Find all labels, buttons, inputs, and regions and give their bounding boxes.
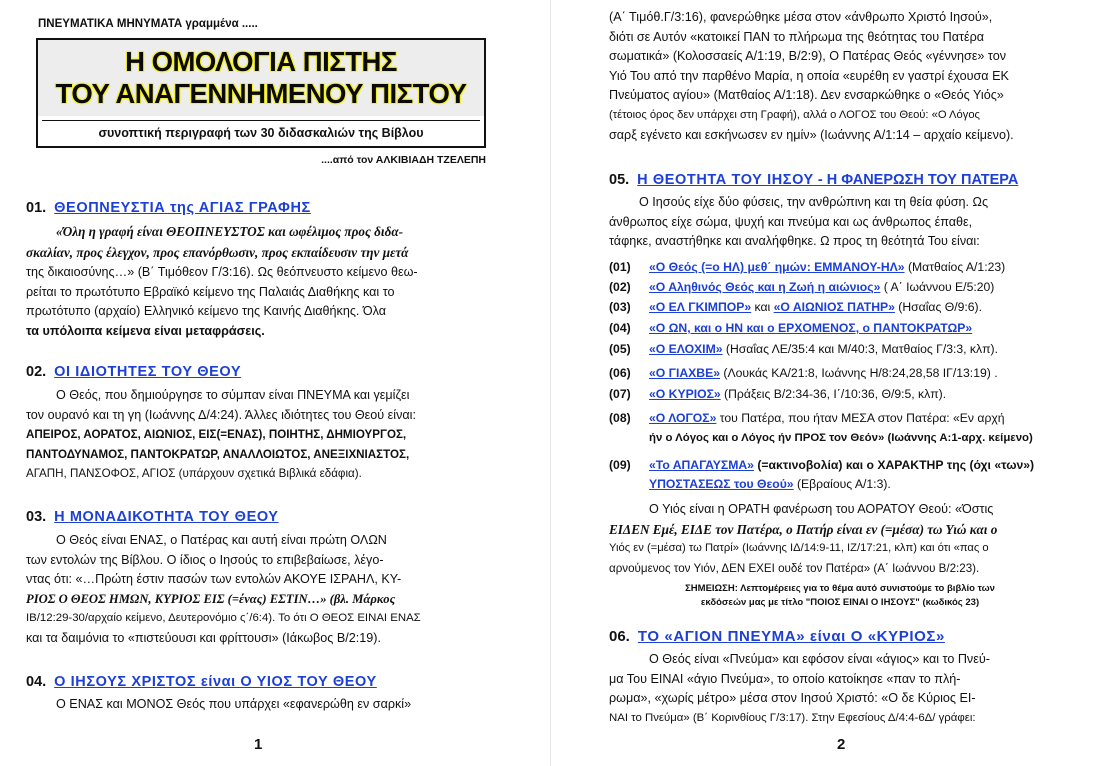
section-03-body [26,531,492,649]
text-line: πρωτότυπο (αρχαίο) Ελληνικό κείμενο της Καινής Διαθήκης. Όλα [26,304,387,319]
list-item-text: «Ο ΛΟΓΟΣ» του Πατέρα, που ήταν ΜΕΣΑ στον Πατέρα: «Εν αρχή ήν ο Λόγος και ο Λόγος ήν ΠΡΟΣ τον Θεόν» (Ιωάννης Α:1-αρχ. κείμενο) [649,411,1033,444]
section-06-heading [609,628,945,645]
text-line: Ο Υιός είναι η ΟΡΑΤΗ φανέρωση του ΑΟΡΑΤΟΥ Θεού: «Όστις [649,502,994,516]
text-line: ΕΙΔΕΝ Εμέ, ΕΙΔΕ τον Πατέρα, ο Πατήρ είναι εν (=μέσα) τω Υιώ και ο [609,521,998,537]
list-item-text: «Ο ΕΛΟΧΙΜ» (Ησαΐας ΛΕ/35:4 και Μ/40:3, Ματθαίος Γ/3:3, κλπ). [649,342,998,356]
section-title: ΟΙ ΙΔΙΟΤΗΤΕΣ ΤΟΥ ΘΕΟΥ [54,364,242,380]
list-item-code: (02) [609,280,631,294]
section-05-body [609,193,1075,252]
title-box [36,38,486,148]
section-number: 01. [26,200,47,216]
list-item-code: (09) [609,458,631,472]
text-line: Υιός εν (=μέσα) τω Πατρί» (Ιωάννης ΙΔ/14:9-11, ΙΖ/17:21, κλπ) και ότι «πας ο [609,542,989,555]
section-title: ΤΟ «ΑΓΙΟΝ ΠΝΕΥΜΑ» είναι Ο «ΚΥΡΙΟΣ» [637,628,945,645]
text-line: Υιό Του από την παρθένο Μαρία, η οποία «ευρέθη εν γαστρί έχουσα ΕΚ [609,68,1009,83]
title-subtitle: συνοπτική περιγραφή των 30 διδασκαλιών της Βίβλου [42,120,480,144]
text-line: ρείται το πρωτότυπο Εβραϊκό κείμενο της Παλαιάς Διαθήκης και το [26,284,395,299]
text-line: και τα δαιμόνια το «πιστεύουσι και φρίττουσι» (Ιάκωβος Β/2:19). [26,630,381,645]
list-item-text: «Ο Αληθινός Θεός και η Ζωή η αιώνιος» ( Α΄ Ιωάννου Ε/5:20) [649,280,995,294]
son-visible-paragraph [609,500,1075,578]
note-line: ΣΗΜΕΙΩΣΗ: Λεπτομέρειες για το θέμα αυτό συνιστούμε το βιβλίο των [685,583,995,594]
text-line: των εντολών της Βίβλου. Ο ίδιος ο Ιησούς το επιβεβαίωσε, λέγο- [26,552,384,567]
text-line: αρνούμενος τον Υιόν, ΔΕΝ ΕΧΕΙ ουδέ τον Πατέρα» (Α΄ Ιωάννου Β/2:23). [609,561,980,575]
text-line: άνθρωπος είχε σώμα, ψυχή και πνεύμα και ως άνθρωπος έπαθε, [609,214,973,229]
list-item-code: (04) [609,321,631,335]
section-03-heading [26,509,279,525]
text-line: (Α΄ Τιμόθ.Γ/3:16), φανερώθηκε μέσα στον «άνθρωπο Χριστό Ιησού», [609,10,993,24]
text-line: ΙΒ/12:29-30/αρχαίο κείμενο, Δευτερονόμιο ς΄/6:4). Το ότι Ο ΘΕΟΣ ΕΙΝΑΙ ΕΝΑΣ [26,612,421,625]
text-line: σκαλίαν, προς έλεγχον, προς επανόρθωσιν, προς εκπαίδευσιν την μετά [26,244,409,260]
page-number: 1 [254,736,263,753]
list-item-code: (03) [609,300,631,314]
text-line: σαρξ εγένετο και εσκήνωσεν εν ημίν» (Ιωάννης Α/1:14 – αρχαίο κείμενο). [609,127,1014,142]
title-line-1: Η ΟΜΟΛΟΓΙΑ ΠΙΣΤΗΣ [125,46,397,77]
list-item-code: (07) [609,387,631,401]
section-title: Ο ΙΗΣΟΥΣ ΧΡΙΣΤΟΣ είναι Ο ΥΙΟΣ ΤΟΥ ΘΕΟΥ [54,674,377,690]
text-line: τον ουρανό και τη γη (Ιωάννης Δ/4:24). Άλλες ιδιότητες του Θεού είναι: [26,407,416,422]
author-credit: ....από τον ΑΛΚΙΒΙΑΔΗ ΤΖΕΛΕΠΗ [321,154,486,166]
section-number: 04. [26,674,47,690]
list-item-text: «Ο Θεός (=ο ΗΛ) μεθ΄ ημών: ΕΜΜΑΝΟΥ-ΗΛ» (Ματθαίος Α/1:23) [649,260,1006,274]
section-title: Η ΜΟΝΑΔΙΚΟΤΗΤΑ ΤΟΥ ΘΕΟΥ [54,509,279,525]
section-01-heading [26,200,311,216]
page-number: 2 [837,736,846,753]
section-04-body [26,695,492,715]
section-01-body [26,222,492,342]
list-item-text: «Ο ΚΥΡΙΟΣ» (Πράξεις Β/2:34-36, Ι΄/10:36, Θ/9:5, κλπ). [649,387,947,401]
text-line: ΡΙΟΣ Ο ΘΕΟΣ ΗΜΩΝ, ΚΥΡΙΟΣ ΕΙΣ (=ένας) ΕΣΤΙΝ…» (βλ. Μάρκος [26,591,396,606]
list-item-code: (06) [609,366,631,380]
section-04-heading [26,674,377,690]
text-line: Ο ΕΝΑΣ και ΜΟΝΟΣ Θεός που υπάρχει «εφανερώθη εν σαρκί» [56,697,412,711]
text-line: τάφηκε, αναστήθηκε και αναλήφθηκε. Ω προς τη θεότητά Του είναι: [609,234,980,249]
list-item-text: «Ο ΓΙΑΧΒΕ» (Λουκάς ΚΑ/21:8, Ιωάννης Η/8:24,28,58 ΙΓ/13:19) . [649,366,998,380]
text-line: Ο Ιησούς είχε δύο φύσεις, την ανθρώπινη και τη θεία φύση. Ως [639,195,989,209]
text-line: μα Του ΕΙΝΑΙ «άγιο Πνεύμα», το οποίο κατοίκησε «παν το πλή- [609,671,961,686]
list-item-code: (05) [609,342,631,356]
note-box [620,582,1060,610]
text-line: ΑΠΕΙΡΟΣ, ΑΟΡΑΤΟΣ, ΑΙΩΝΙΟΣ, ΕΙΣ(=ΕΝΑΣ), ΠΟΙΗΤΗΣ, ΔΗΜΙΟΥΡΓΟΣ, [26,428,407,442]
text-line: (τέτοιος όρος δεν υπάρχει στη Γραφή), αλλά ο ΛΟΓΟΣ του Θεού: «Ο Λόγος [609,108,980,121]
text-line: ντας ότι: «…Πρώτη έστιν πασών των εντολών ΑΚΟΥΕ ΙΣΡΑΗΛ, ΚΥ- [26,572,402,587]
section-title: Η ΘΕΟΤΗΤΑ ΤΟΥ ΙΗΣΟΥ [637,172,814,188]
section-number: 06. [609,628,630,645]
text-line: «Όλη η γραφή είναι ΘΕΟΠΝΕΥΣΤΟΣ και ωφέλιμος προς διδα- [56,224,404,239]
list-item-text: «Ο ΕΛ ΓΚΙΜΠΟΡ» και «Ο ΑΙΩΝΙΟΣ ΠΑΤΗΡ» (Ησαΐας Θ/9:6). [649,300,982,314]
text-line: σωματικά» (Κολοσσαείς Α/1:19, Β/2:9), Ο Πατέρας Θεός «γέννησε» τον [609,49,1007,64]
section-02-body [26,386,492,484]
list-item-text: «Το ΑΠΑΓΑΥΣΜΑ» (=ακτινοβολία) και ο ΧΑΡΑΚΤΗΡ της (όχι «των») ΥΠΟΣΤΑΣΕΩΣ του Θεού» (Εβραίους Α/1:3). [649,458,1035,491]
section-06-body [609,650,1075,728]
text-line: της δικαιοσύνης…» (Β΄ Τιμόθεον Γ/3:16). Ως θεόπνευστο κείμενο θεω- [26,265,418,280]
section-05-heading [609,172,1018,188]
section-number: 05. [609,172,630,188]
section-02-heading [26,364,241,380]
text-line: ΝΑΙ το Πνεύμα» (Β΄ Κορινθίους Γ/3:17). Στην Εφεσίους Δ/4:4-6Δ/ γράφει: [609,711,976,724]
section-title: ΘΕΟΠΝΕΥΣΤΙΑ της ΑΓΙΑΣ ΓΡΑΦΗΣ [54,200,311,216]
section-title-rest: - Η ΦΑΝΕΡΩΣΗ ΤΟΥ ΠΑΤΕΡΑ [813,172,1019,188]
text-line: τα υπόλοιπα κείμενα είναι μεταφράσεις. [26,323,265,338]
text-line: ΑΓΑΠΗ, ΠΑΝΣΟΦΟΣ, ΑΓΙΟΣ (υπάρχουν σχετικά Βιβλικά εδάφια). [26,467,362,481]
series-kicker: ΠΝΕΥΜΑΤΙΚΑ ΜΗΝΥΜΑΤΑ γραμμένα ..... [38,18,258,30]
list-item-code: (08) [609,411,631,425]
section-04-continuation [609,8,1075,145]
text-line: ρωμα», «χωρίς μέτρο» μέσα στον Ιησού Χριστό: «Ο δε Κύριος ΕΙ- [609,691,976,706]
list-item-code: (01) [609,260,631,274]
text-line: Ο Θεός, που δημιούργησε το σύμπαν είναι ΠΝΕΥΜΑ και γεμίζει [56,388,410,402]
text-line: Ο Θεός είναι «Πνεύμα» και εφόσον είναι «άγιος» και το Πνεύ- [649,652,990,666]
section-number: 02. [26,364,47,380]
title-line-2: ΤΟΥ ΑΝΑΓΕΝΝΗΜΕΝΟΥ ΠΙΣΤΟΥ [55,78,467,109]
section-number: 03. [26,509,47,525]
text-line: διότι σε Αυτόν «κατοικεί ΠΑΝ το πλήρωμα της θεότητας του Πατέρα [609,29,985,44]
text-line: Πνεύματος αγίου» (Ματθαίος Α/1:18). Δεν ενσαρκώθηκε ο «Θεός Υιός» [609,88,1004,103]
text-line: Ο Θεός είναι ΕΝΑΣ, ο Πατέρας και αυτή είναι πρώτη ΟΛΩΝ [56,533,387,547]
note-line: εκδόσεών μας με τίτλο "ΠΟΙΟΣ ΕΙΝΑΙ Ο ΙΗΣΟΥΣ" (κωδικός 23) [700,597,980,608]
text-line: ΠΑΝΤΟΔΥΝΑΜΟΣ, ΠΑΝΤΟΚΡΑΤΩΡ, ΑΝΑΛΛΟΙΩΤΟΣ, ΑΝΕΞΙΧΝΙΑΣΤΟΣ, [26,447,410,461]
list-item-text: «Ο ΩΝ, και ο ΗΝ και ο ΕΡΧΟΜΕΝΟΣ, ο ΠΑΝΤΟΚΡΑΤΩΡ» [649,321,973,335]
